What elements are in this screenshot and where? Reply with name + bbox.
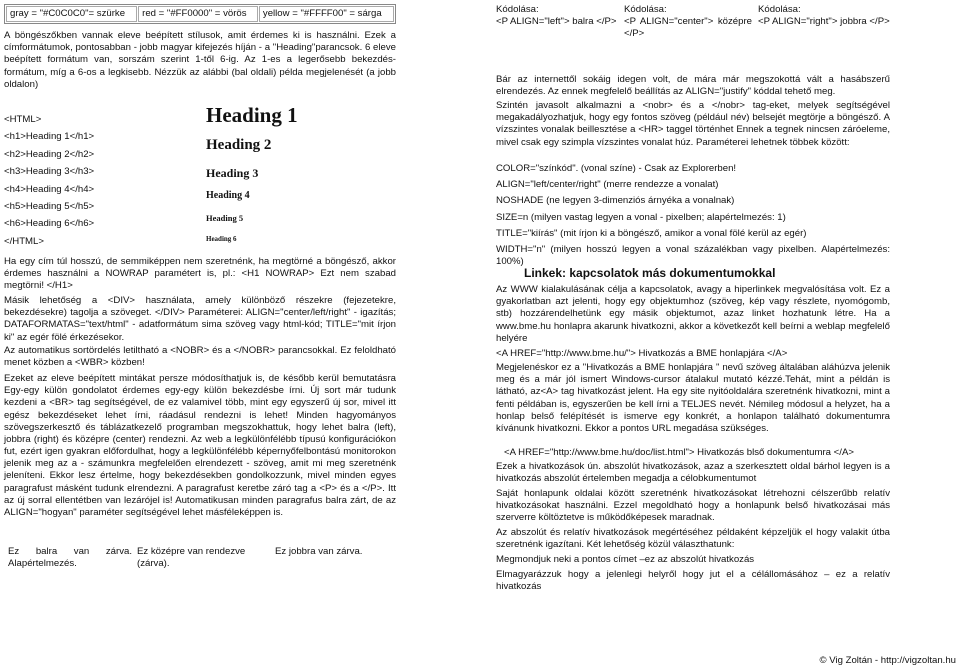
coding-value: <P ALIGN="left"> balra </P> [496,16,617,28]
code-line: <HTML> [4,114,42,125]
coding-cell-left [496,4,618,28]
paragraph-alignment-text: Ezeket az eleve beépített mintákat persze módosíthatjuk is, de később kerül bemutatásra Egy-egy külön gondolatot érdemes egy-egy külön bekezdésbe írni. Új sort már tudunk kezdeni a <BR> tag segítségével, de ez valamivel több, mint egy egyszerű új sor, mivel itt egész bekezdéseket lehet írni, ráadásul rendezni is lehet! Minden hagyományos szövegszerkesztő és táblázatkezelő programban megszokhattuk, hogy lehet balra (left), jobbra (right) és középre (center) rendezni. Az web a legkülönfélébb típusú konfigurációkon fut, ezért igen gyakran előfordulhat, hogy a legkülönfélébb képernyőfelbontású monitorokon jelenik meg az a - számunkra megfelelően elrendezett - szöveg, amit mi meg szeretnénk jeleníteni. Ekkor lesz értelme, hogy bekezdésekben gondolkozzunk, mivel minden egyes paragrafust másként tudunk elrendezni. A paragrafust keretbe záró tag a <P> és a </P>. Itt az új sorral ellentétben van lezárójel is! Automatikusan minden paragrafus balra zárt, de az ALIGN="hogyan" paraméter segítségével lehet másféleképpen is. [4,373,396,518]
demo-heading-6: Heading 6 [206,235,237,243]
list-item: NOSHADE (ne legyen 3-dimenziós árnyéka a vonalnak) [496,195,735,207]
coding-value: <P ALIGN="center"> középre </P> [624,16,752,40]
color-table [4,4,396,24]
intro-paragraph: A böngészőkben vannak eleve beépített stílusok, amit érdemes ki is használni. Ezek a címformátumok, pontosabban - jobb magyar kifejezés híján - a "Heading"parancsok. 6 eleve beépített formátum van, sorszám szerint 1-től 6-ig. Az 1-es a legerősebb bekezdés-formátum, míg a 6-os a legkisebb. Nézzük az alábbi (bal oldali) példa megjelenését (a jobb oldalon) [4,30,396,90]
code-line: <h5>Heading 5</h5> [4,200,95,212]
bme-code-line: <A HREF="http://www.bme.hu/"> Hivatkozás a BME honlapjára </A> [496,348,788,359]
color-red-cell: red = "#FF0000" = vörös [138,6,258,22]
color-yellow-cell: yellow = "#FFFF00" = sárga [259,6,394,22]
code-line: <h2>Heading 2</h2> [4,148,95,160]
align-center-example: Ez középre van rendezve (zárva). [137,546,246,570]
coding-cell-right [758,4,890,28]
code-line: </HTML> [4,235,44,247]
coding-value: <P ALIGN="right"> jobbra </P> [758,16,890,28]
coding-label: Kódolása: [624,4,667,15]
www-paragraph: Az WWW kialakulásának célja a kapcsolatok, avagy a hiperlinkek megvalósítása volt. Ez a gyakorlatban azt jelenti, hogy egy objektumhoz (szöveg, kép vagy részlete, nyomógomb, stb) hozzárendelhetünk egy másik objektumot, azaz linket hozhatunk létre. Ha a www.bme.hu honlapra akarunk hivatkozni, akkor a következőt kell beírni a weblap megfelelő helyére [496,284,890,344]
list-item: SIZE=n (milyen vastag legyen a vonal - pixelben; alapértelmezés: 1) [496,211,786,223]
table-row [6,6,394,22]
demo-heading-1: Heading 1 [206,103,298,127]
section-title: Linkek: kapcsolatok más dokumentumokkal [524,266,776,280]
coding-label: Kódolása: [758,4,801,15]
div-paragraph: Másik lehetőség a <DIV> használata, amely különböző részekre (fejezetekre, bekezdésekre) tagolja a szöveget. </DIV> Paraméterei: ALIGN="center/left/right" - igazítás; DATAFORMATAS="text/html" - adatformátum sima szöveg vagy html-kód; TITLE="mit írjon ki" az egér fölé érkezésekor. [4,295,396,343]
list-item: COLOR="színkód". (vonal színe) - Csak az Explorerben! [496,163,737,174]
doc-code-line: <A HREF="http://www.bme.hu/doc/list.html"> Hivatkozás blső dokumentumra </A> [504,447,854,458]
justify-paragraph: Bár az internettől sokáig idegen volt, de mára már megszokottá vált a hasábszerű elrendezés. Az ennek megfelelő beállítás az ALIGN="justify" kóddal tehető meg. [496,74,890,98]
example-paragraph: Az abszolút és relatív hivatkozások megértéséhez példaként képzeljük el hogy valakit útba szeretnénk igazítani. Két lehetőség közül választhatunk: [496,527,890,551]
demo-heading-4: Heading 4 [206,190,250,201]
code-line: <h4>Heading 4</h4> [4,183,95,195]
code-line: <h6>Heading 6</h6> [4,218,95,230]
align-left-example: Ez balra van zárva. Alapértelmezés. [8,546,132,570]
nobr-hr-paragraph: Szintén javasolt alkalmazni a <nobr> és a </nobr> tag-eket, melyek segítségével megakadályozhatjuk, hogy egy fontos szöveg (például név) belsejét megtörje a böngésző. A vízszintes vonalak beillesztése a <HR> taggel történhet Ennek a tegnek nincsen záróeleme, mivel csak egy szimpla vízszintes vonalat húz. Paraméterei lehetnek többek között: [496,100,890,148]
demo-heading-3: Heading 3 [206,166,259,180]
demo-heading-2: Heading 2 [206,137,272,153]
absolute-link-paragraph: Ezek a hivatkozások ún. abszolút hivatkozások, azaz a szerkesztett oldal bárhol legyen is a hivatkozás abszolút értelemben megadja a célobkumentumot [496,461,890,485]
align-right-example: Ez jobbra van zárva. [275,546,363,557]
answer-relative: Elmagyarázzuk hogy a jelenlegi helyről hogy jut el a célállomásához – ez a relatív hivatkozás [496,569,890,593]
code-line: <h3>Heading 3</h3> [4,166,95,178]
relative-link-paragraph: Saját honlapunk oldalai között szeretnénk hivatkozásokat létrehozni célszerűbb relatív hivatkozásokat használni. Ezzel megoldható hogy a honlapunk belső hivatkozásai más szerverre költöztetve is működőképesek maradnak. [496,488,890,524]
list-item: TITLE="kiírás" (mit írjon ki a böngésző, amikor a vonal fölé kerül az egér) [496,227,807,239]
answer-absolute: Megmondjuk neki a pontos címet –ez az abszolút hivatkozás [496,554,755,565]
heading-code-example [4,114,194,253]
nobr-paragraph: Az automatikus sortördelés letiltható a <NOBR> és a </NOBR> parancsokkal. Ez feloldható menet közben a <WBR> közben! [4,345,396,369]
demo-heading-5: Heading 5 [206,213,244,223]
color-gray-cell: gray = "#C0C0C0"= szürke [6,6,137,22]
coding-cell-center [624,4,752,41]
nowrap-paragraph: Ha egy cím túl hosszú, de semmiképpen nem szeretnénk, ha megtörné a böngésző, akkor érdemes használni a NOWRAP paramétert is, pl.: <H1 NOWRAP> Ezt nem szabad megtörni! </H1> [4,256,396,292]
code-line: <h1>Heading 1</h1> [4,131,95,143]
footer-credit: © Vig Zoltán - http://vigzoltan.hu [819,654,956,666]
coding-label: Kódolása: [496,4,539,15]
hr-parameter-list [496,163,890,268]
link-display-paragraph: Megjelenéskor ez a "Hivatkozás a BME honlapjára " nevű szöveg általában aláhúzva jelenik meg és a már jól ismert Windows-cursor átalakul mutató kézzé.Tehát, mint a példán is látható, az<A> tag hivatkozást jelent. Ha egy site nyitóoldalára szeretnénk hivatkozni, mint a fenti példában is, egyszerűen be kell írni a TELJES nevét. Némileg módosul a helyzet, ha a honlap belső felépítését is ismerve egy konkrét, a honlapon található dokumentumra kívánunk hivatkozni. Ekkor a pontos URL megadása szükséges. [496,362,890,434]
list-item: ALIGN="left/center/right" (merre rendezze a vonalat) [496,179,719,191]
list-item: WIDTH="n" (milyen hosszú legyen a vonal százalékban vagy pixelben. Alapértelmezés: 100%) [496,243,890,268]
